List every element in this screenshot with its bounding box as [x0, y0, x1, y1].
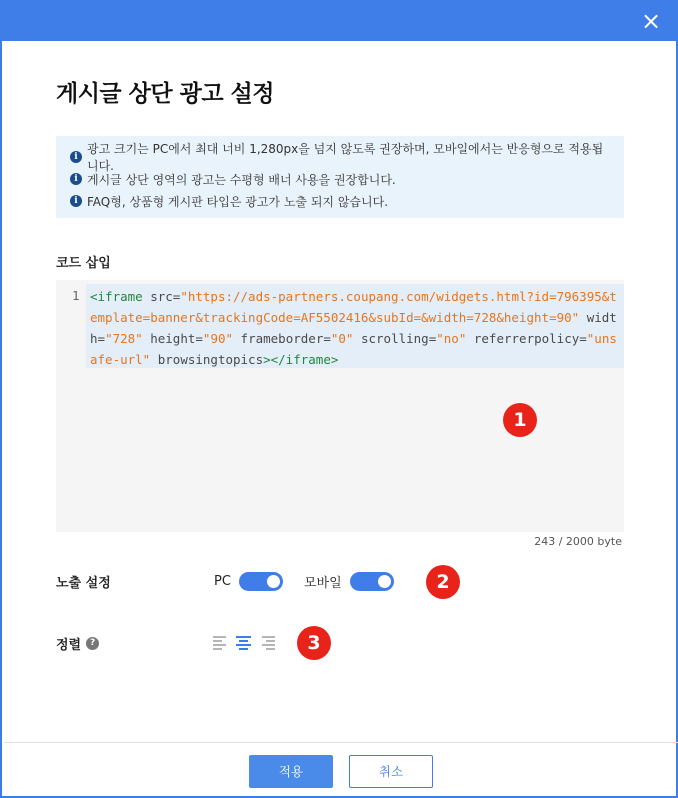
pc-toggle-group	[214, 572, 283, 591]
align-right-icon[interactable]	[261, 634, 277, 650]
notice-item	[70, 190, 610, 212]
annotation-marker-3: 3	[297, 626, 331, 660]
code-insert-label: 코드 삽입	[56, 256, 111, 271]
mobile-toggle-group	[304, 572, 394, 591]
toggle-knob	[378, 575, 391, 588]
code-token: src=	[142, 289, 181, 304]
code-token: height=	[142, 331, 203, 346]
byte-counter: 243 / 2000 byte	[534, 535, 622, 548]
exposure-settings-label: 노출 설정	[56, 576, 111, 591]
help-icon[interactable]: ?	[86, 637, 99, 650]
code-token: ></iframe>	[263, 352, 339, 367]
code-editor[interactable]	[56, 280, 624, 532]
code-token: "728"	[105, 331, 143, 346]
code-token: <iframe	[90, 289, 143, 304]
code-token: "90"	[202, 331, 234, 346]
dialog-title: 게시글 상단 광고 설정	[56, 81, 274, 107]
code-token: "no"	[436, 331, 467, 346]
annotation-marker-1: 1	[503, 403, 537, 437]
code-token: width=	[90, 310, 617, 346]
info-icon: i	[70, 195, 82, 207]
code-token: referrerpolicy=	[466, 331, 587, 346]
notice-item	[70, 142, 610, 173]
close-icon[interactable]: ×	[640, 7, 662, 35]
toggle-knob	[267, 575, 280, 588]
notice-text: 게시글 상단 영역의 광고는 수평형 배너 사용을 권장합니다.	[87, 172, 396, 187]
annotation-marker-2: 2	[426, 565, 460, 599]
pc-toggle[interactable]	[239, 572, 283, 591]
align-center-icon[interactable]	[236, 634, 252, 650]
alignment-label	[56, 634, 99, 653]
line-number: 1	[72, 288, 80, 303]
cancel-button[interactable]: 취소	[349, 755, 433, 788]
notice-box	[56, 136, 624, 218]
info-icon: i	[70, 151, 82, 163]
notice-text: FAQ형, 상품형 게시판 타입은 광고가 노출 되지 않습니다.	[87, 194, 389, 209]
code-token: "https://ads-partners.coupang.com/widgets.html?id=796395&template=banner&trackingCode=AF5502416&subId=&width=728&height=90"	[90, 289, 617, 325]
info-icon: i	[70, 173, 82, 185]
mobile-toggle-label: 모바일	[304, 576, 342, 591]
alignment-label-text: 정렬	[56, 638, 82, 653]
code-token: frameborder=	[233, 331, 331, 346]
code-token: "unsafe-url"	[90, 331, 617, 367]
pc-toggle-label: PC	[214, 574, 231, 589]
apply-button[interactable]: 적용	[249, 755, 333, 788]
footer-divider	[4, 742, 678, 743]
align-left-icon[interactable]	[213, 634, 229, 650]
code-token: "0"	[330, 331, 354, 346]
code-token: browsingtopics	[150, 352, 264, 367]
code-token: scrolling=	[353, 331, 437, 346]
notice-text: 광고 크기는 PC에서 최대 너비 1,280px을 넘지 않도록 권장하며, 모바일에서는 반응형으로 적용됩니다.	[87, 142, 604, 173]
code-content[interactable]	[90, 286, 620, 370]
dialog-header-bar	[2, 2, 676, 41]
mobile-toggle[interactable]	[350, 572, 394, 591]
